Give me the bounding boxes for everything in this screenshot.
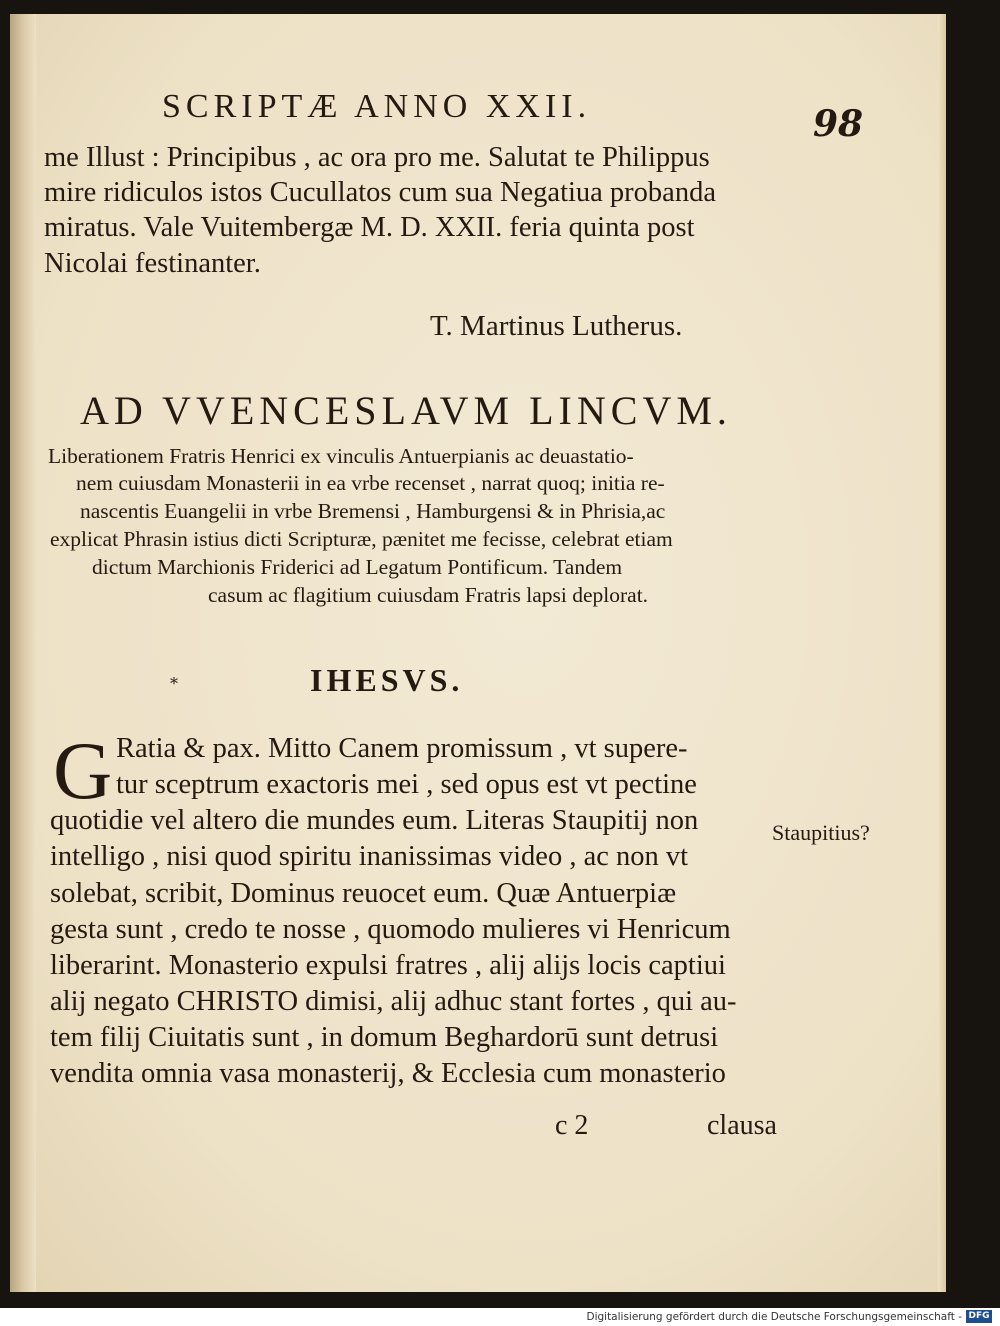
ihesus-heading: IHESVS. xyxy=(310,662,464,698)
signature: T. Martinus Lutherus. xyxy=(430,310,683,342)
running-head: SCRIPTÆ ANNO XXII. xyxy=(162,88,592,125)
letter-body-line: Ratia & pax. Mitto Canem promissum , vt supere- xyxy=(116,733,688,764)
letter-close-line: me Illust : Principibus , ac ora pro me. Salutat te Philippus xyxy=(44,142,710,173)
signature-mark: c 2 xyxy=(555,1110,589,1141)
letter-body-line: liberarint. Monasterio expulsi fratres , alij alijs locis captiui xyxy=(50,950,726,981)
ornament-mark: * xyxy=(170,674,178,693)
summary-line: nem cuiusdam Monasterii in ea vrbe recenset , narrat quoq; initia re- xyxy=(76,471,665,495)
page-gutter xyxy=(10,14,36,1292)
letter-body-line: quotidie vel altero die mundes eum. Literas Staupitij non xyxy=(50,805,699,836)
letter-body-line: solebat, scribit, Dominus reuocet eum. Quæ Antuerpiæ xyxy=(50,878,677,909)
drop-initial: G xyxy=(53,725,113,816)
margin-note: Staupitius? xyxy=(772,820,870,845)
digitization-credit: Digitalisierung gefördert durch die Deutsche Forschungsgemeinschaft - xyxy=(586,1311,962,1323)
letter-body-line: gesta sunt , credo te nosse , quomodo mulieres vi Henricum xyxy=(50,914,731,945)
letter-close-line: miratus. Vale Vuitembergæ M. D. XXII. feria quinta post xyxy=(44,212,695,243)
summary-line: dictum Marchionis Friderici ad Legatum Pontificum. Tandem xyxy=(92,555,623,579)
dfg-logo: DFG xyxy=(966,1310,992,1323)
catchword: clausa xyxy=(707,1110,777,1141)
letter-body-line: vendita omnia vasa monasterij, & Ecclesia cum monasterio xyxy=(50,1058,726,1089)
summary-line: explicat Phrasin istius dicti Scripturæ, pænitet me fecisse, celebrat etiam xyxy=(50,527,673,551)
book-page xyxy=(10,14,946,1292)
letter-body-line: tem filij Ciuitatis sunt , in domum Beghardorū sunt detrusi xyxy=(50,1022,719,1053)
summary-line: casum ac flagitium cuiusdam Fratris lapsi deplorat. xyxy=(208,583,649,607)
page-edge xyxy=(938,14,946,1292)
letter-body-line: intelligo , nisi quod spiritu inanissimas video , ac non vt xyxy=(50,841,689,872)
summary-line: Liberationem Fratris Henrici ex vinculis Antuerpianis ac deuastatio- xyxy=(48,444,634,468)
letter-body-line: tur sceptrum exactoris mei , sed opus est vt pectine xyxy=(116,769,697,800)
folio-number: 98 xyxy=(813,103,864,145)
letter-close-line: mire ridiculos istos Cucullatos cum sua Negatiua probanda xyxy=(44,177,716,208)
letter-close-line: Nicolai festinanter. xyxy=(44,248,261,279)
letter-body-line: alij negato CHRISTO dimisi, alij adhuc stant fortes , qui au- xyxy=(50,986,737,1017)
letter-heading: AD VVENCESLAVM LINCVM. xyxy=(80,388,732,433)
summary-line: nascentis Euangelii in vrbe Bremensi , Hamburgensi & in Phrisia,ac xyxy=(80,499,666,523)
